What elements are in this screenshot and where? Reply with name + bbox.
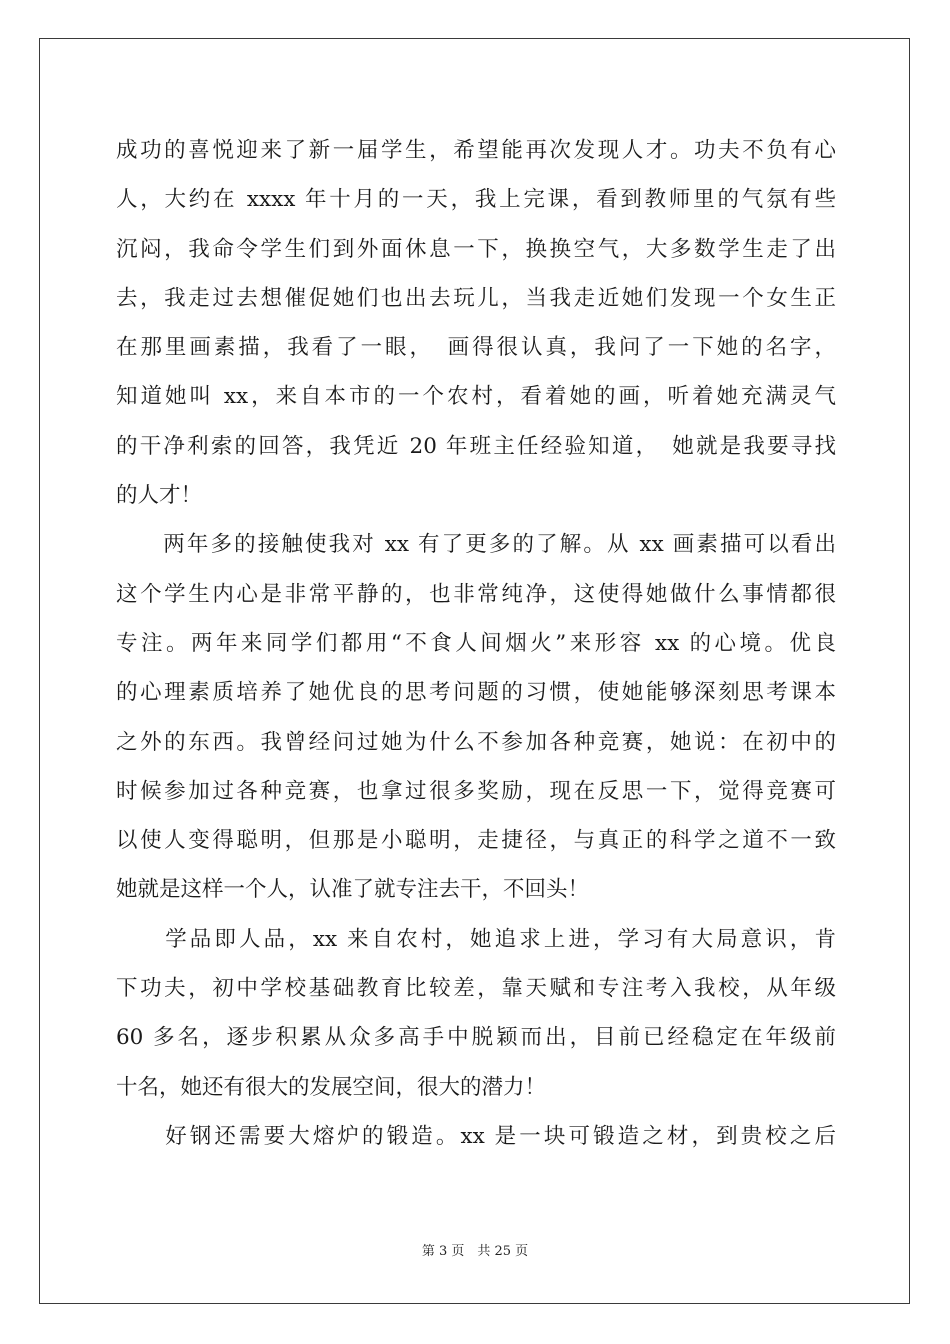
text-line: 知道她叫 xx，来自本市的一个农村，看着她的画，听着她充满灵气 [116, 384, 836, 410]
document-body [116, 126, 836, 1161]
text-line: 的人才！ [116, 483, 203, 509]
text-line: 60 多名，逐步积累从众多高手中脱颖而出，目前已经稳定在年级前 [116, 1025, 836, 1051]
text-line: 去，我走过去想催促她们也出去玩儿，当我走近她们发现一个女生正 [116, 285, 836, 311]
text-line: 她就是这样一个人，认准了就专注去干，不回头！ [116, 877, 590, 903]
text-line: 这个学生内心是非常平静的，也非常纯净，这使得她做什么事情都很 [116, 581, 836, 607]
text-line: 的干净利索的回答，我凭近 20 年班主任经验知道， 她就是我要寻找 [116, 433, 836, 459]
text-line: 十名，她还有很大的发展空间，很大的潜力！ [116, 1074, 547, 1100]
text-line: 的心理素质培养了她优良的思考问题的习惯，使她能够深刻思考课本 [116, 680, 836, 706]
text-line: 以使人变得聪明，但那是小聪明，走捷径，与真正的科学之道不一致 [116, 828, 836, 854]
page-number-footer: 第 3 页 共 25 页 [421, 1244, 529, 1259]
text-line: 专注。两年来同学们都用“不食人间烟火”来形容 xx 的心境。优良 [116, 630, 836, 656]
text-line: 时候参加过各种竞赛，也拿过很多奖励，现在反思一下，觉得竞赛可 [116, 778, 836, 804]
text-line: 在那里画素描，我看了一眼， 画得很认真，我问了一下她的名字， [116, 335, 836, 361]
text-line: 之外的东西。我曾经问过她为什么不参加各种竞赛，她说：在初中的 [116, 729, 836, 755]
text-line: 下功夫，初中学校基础教育比较差，靠天赋和专注考入我校，从年级 [116, 976, 836, 1002]
text-line: 人，大约在 xxxx 年十月的一天，我上完课，看到教师里的气氛有些 [116, 187, 836, 213]
text-line: 学品即人品，xx 来自农村，她追求上进，学习有大局意识，肯 [116, 926, 836, 952]
text-line: 两年多的接触使我对 xx 有了更多的了解。从 xx 画素描可以看出 [116, 532, 836, 558]
text-line: 好钢还需要大熔炉的锻造。xx 是一块可锻造之材，到贵校之后 [116, 1123, 836, 1149]
text-line: 成功的喜悦迎来了新一届学生，希望能再次发现人才。功夫不负有心 [116, 138, 836, 163]
text-line: 沉闷，我命令学生们到外面休息一下，换换空气，大多数学生走了出 [116, 236, 836, 262]
